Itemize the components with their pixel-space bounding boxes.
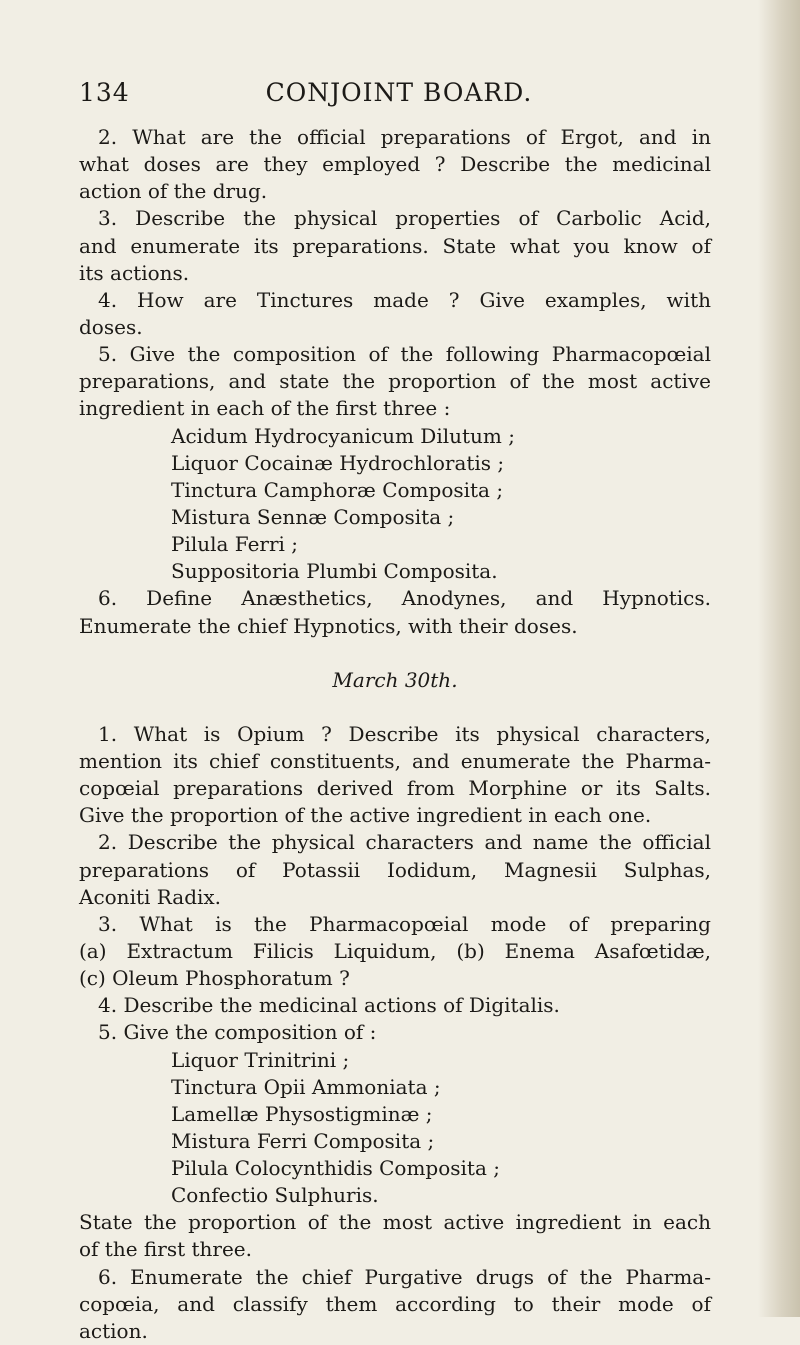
text-line: 5. Give the composition of the following Pharmacopœial bbox=[98, 342, 711, 367]
section-date-heading: March 30th. bbox=[332, 667, 458, 692]
text-line: Liquor Cocainæ Hydrochloratis ; bbox=[171, 450, 505, 475]
text-line: preparations, and state the proportion of the most active bbox=[79, 369, 711, 394]
text-line: 2. What are the official preparations of Ergot, and in bbox=[98, 125, 711, 149]
text-line: 6. Define Anæsthetics, Anodynes, and Hypnotics. bbox=[98, 586, 711, 611]
text-line: Pilula Colocynthidis Composita ; bbox=[171, 1156, 500, 1181]
text-line: 4. How are Tinctures made ? Give examples, with bbox=[98, 287, 711, 312]
text-line: Mistura Sennæ Composita ; bbox=[171, 504, 455, 529]
text-line: action of the drug. bbox=[79, 179, 268, 204]
text-line: Aconiti Radix. bbox=[79, 884, 222, 909]
text-line: Confectio Sulphuris. bbox=[171, 1183, 379, 1208]
blank-line bbox=[79, 694, 711, 721]
text-line: Acidum Hydrocyanicum Dilutum ; bbox=[171, 423, 515, 448]
text-line: 3. What is the Pharmacopœial mode of preparing bbox=[98, 911, 711, 936]
text-line: Mistura Ferri Composita ; bbox=[171, 1128, 435, 1153]
text-line: preparations of Potassii Iodidum, Magnesii Sulphas, bbox=[79, 857, 711, 882]
text-line: copœial preparations derived from Morphine or its Salts. bbox=[79, 776, 711, 801]
running-title: CONJOINT BOARD. bbox=[265, 78, 533, 107]
text-line: ingredient in each of the first three : bbox=[79, 396, 451, 421]
text-line: Liquor Trinitrini ; bbox=[171, 1047, 350, 1072]
text-line: 6. Enumerate the chief Purgative drugs of the Pharma- bbox=[98, 1264, 711, 1289]
text-line: (c) Oleum Phosphoratum ? bbox=[79, 966, 350, 991]
page-edge-shadow bbox=[758, 0, 800, 1317]
page-number: 134 bbox=[79, 78, 130, 107]
page-header bbox=[79, 78, 719, 118]
text-line: Suppositoria Plumbi Composita. bbox=[171, 559, 498, 584]
text-line: doses. bbox=[79, 314, 143, 339]
text-line: what doses are they employed ? Describe the medicinal bbox=[79, 152, 711, 177]
text-line: Lamellæ Physostigminæ ; bbox=[171, 1101, 433, 1126]
text-line: Give the proportion of the active ingredient in each one. bbox=[79, 803, 652, 828]
text-line: of the first three. bbox=[79, 1237, 252, 1262]
text-line: copœia, and classify them according to their mode of bbox=[79, 1291, 711, 1316]
text-line: action. bbox=[79, 1318, 148, 1343]
text-line: Tinctura Camphoræ Composita ; bbox=[171, 477, 504, 502]
text-line: State the proportion of the most active ingredient in each bbox=[79, 1210, 711, 1235]
exam-questions-text bbox=[79, 124, 711, 1345]
text-line: Enumerate the chief Hypnotics, with their doses. bbox=[79, 613, 578, 638]
text-line: Tinctura Opii Ammoniata ; bbox=[171, 1074, 441, 1099]
text-line: (a) Extractum Filicis Liquidum, (b) Enema Asafœtidæ, bbox=[79, 938, 711, 963]
text-line: its actions. bbox=[79, 260, 190, 285]
text-line: and enumerate its preparations. State what you know of bbox=[79, 233, 711, 258]
text-line: 5. Give the composition of : bbox=[98, 1020, 377, 1045]
text-line: 2. Describe the physical characters and name the official bbox=[98, 830, 711, 855]
text-line: 4. Describe the medicinal actions of Digitalis. bbox=[98, 993, 560, 1018]
text-line: 3. Describe the physical properties of Carbolic Acid, bbox=[98, 206, 711, 231]
text-line: 1. What is Opium ? Describe its physical characters, bbox=[98, 721, 711, 746]
blank-line bbox=[79, 640, 711, 667]
text-line: mention its chief constituents, and enumerate the Pharma- bbox=[79, 748, 711, 773]
text-line: Pilula Ferri ; bbox=[171, 532, 299, 557]
